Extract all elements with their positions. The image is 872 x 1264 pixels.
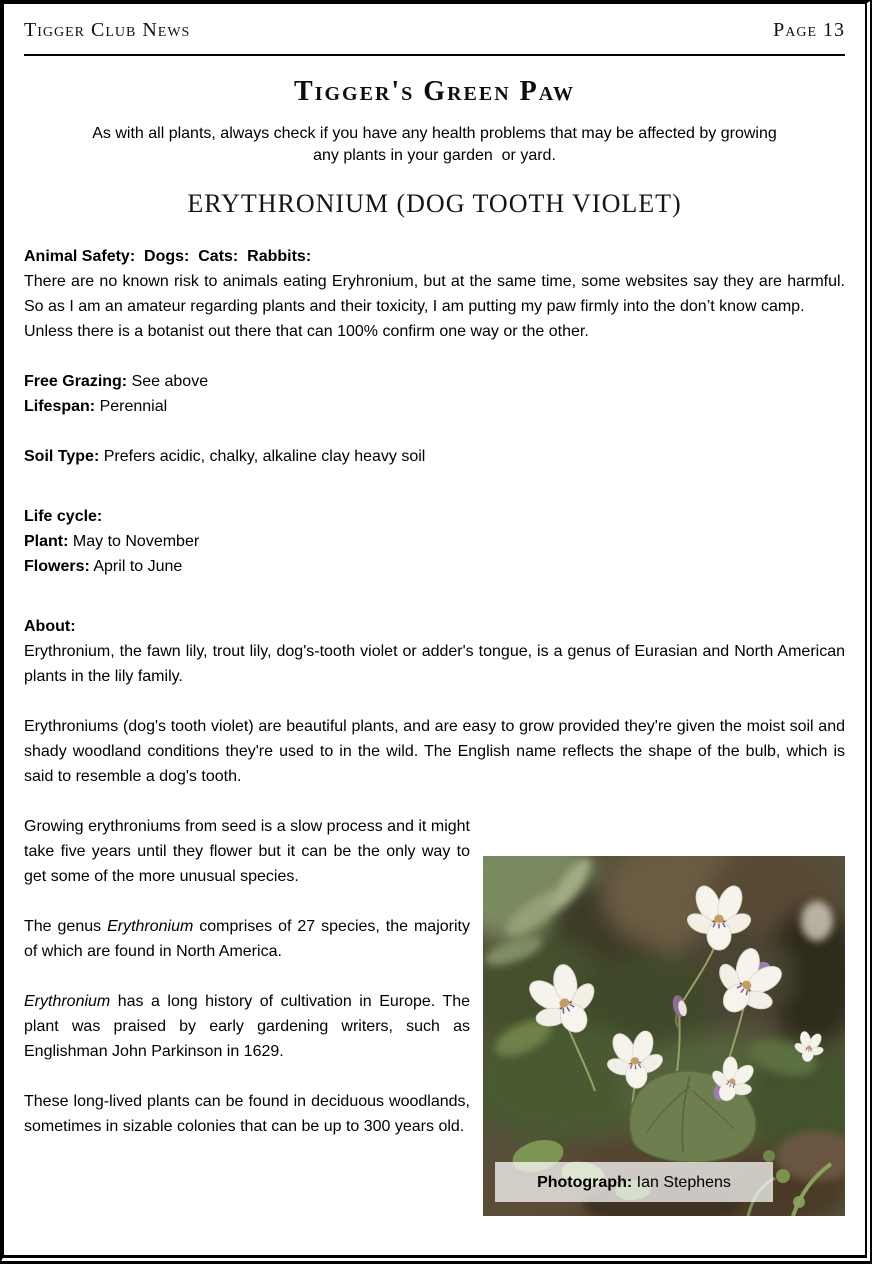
spacer: [24, 889, 470, 914]
newsletter-title: Tigger Club News: [24, 19, 191, 41]
spacer: [24, 789, 470, 814]
free-grazing-label: Free Grazing:: [24, 373, 128, 390]
spacer: [24, 344, 845, 369]
article-body: [24, 244, 845, 1216]
spacer: [24, 469, 845, 504]
about-paragraph-1: Erythronium, the fawn lily, trout lily, dog's-tooth violet or adder's tongue, is a genus of Eurasian and North American plants in the lily family.: [24, 643, 845, 685]
about-paragraph-4: The genus Erythronium comprises of 27 species, the majority of which are found in North America.: [24, 918, 470, 960]
flowers-value: April to June: [93, 558, 183, 575]
about-paragraph-6: These long-lived plants can be found in deciduous woodlands, sometimes in sizable colonies that can be up to 300 years old.: [24, 1093, 470, 1135]
lifespan-label: Lifespan:: [24, 398, 96, 415]
lifespan-line: [24, 394, 845, 419]
soil-type-value: Prefers acidic, chalky, alkaline clay heavy soil: [103, 448, 426, 465]
masthead: [24, 4, 845, 42]
health-disclaimer: [24, 123, 845, 167]
genus-name-italic: Erythronium: [107, 918, 194, 935]
spacer: [24, 579, 845, 614]
plant-label: Plant:: [24, 533, 69, 550]
lifespan-value: Perennial: [99, 398, 168, 415]
plant-line: [24, 529, 845, 554]
plant-heading: ERYTHRONIUM (DOG TOOTH VIOLET): [187, 189, 682, 218]
violet-photo: [483, 856, 845, 1216]
photo-caption: [495, 1162, 773, 1202]
spacer: [24, 689, 845, 714]
animal-safety-heading: [24, 244, 845, 269]
animal-safety-labels: Animal Safety: Dogs: Cats: Rabbits:: [24, 248, 312, 265]
soil-type-line: [24, 444, 845, 469]
animal-safety-paragraph: There are no known risk to animals eating Eryhronium, but at the same time, some websites say they are harmful. So as I am an amateur regarding plants and their toxicity, I am putting my paw firmly into the don’t know camp.: [24, 273, 845, 315]
disclaimer-line-1: As with all plants, always check if you have any health problems that may be affected by growing: [92, 125, 777, 142]
article-title: Tigger's Green Paw: [294, 76, 575, 107]
about-heading: About:: [24, 618, 76, 635]
bottom-section: [24, 789, 845, 1216]
free-grazing-line: [24, 369, 845, 394]
about-paragraph-3: Growing erythroniums from seed is a slow process and it might take five years until they flower but it can be the only way to get some of the more unusual species.: [24, 818, 470, 885]
spacer: [24, 1064, 470, 1089]
soil-type-label: Soil Type:: [24, 448, 100, 465]
photo-caption-label: Photograph:: [537, 1173, 633, 1191]
wrapped-text-column: [24, 789, 470, 1216]
life-cycle-heading: Life cycle:: [24, 508, 103, 525]
flowers-label: Flowers:: [24, 558, 90, 575]
genus-name-italic: Erythronium: [24, 993, 111, 1010]
page-number: Page 13: [773, 19, 845, 41]
disclaimer-line-2: any plants in your garden or yard.: [313, 147, 556, 164]
about-paragraph-2: Erythroniums (dog's tooth violet) are beautiful plants, and are easy to grow provided they're given the moist soil and shady woodland conditions they're used to in the wild. The English name reflects the shape of the bulb, which is said to resemble a dog's tooth.: [24, 718, 845, 785]
photo-caption-credit: Ian Stephens: [636, 1173, 731, 1191]
about-paragraph-5: Erythronium has a long history of cultivation in Europe. The plant was praised by early gardening writers, such as Englishman John Parkinson in 1629.: [24, 993, 470, 1060]
plant-value: May to November: [72, 533, 200, 550]
flowers-line: [24, 554, 845, 579]
photo-frame: [483, 856, 845, 1216]
masthead-divider: [24, 54, 845, 56]
spacer: [24, 964, 470, 989]
animal-safety-note: Unless there is a botanist out there that can 100% confirm one way or the other.: [24, 323, 589, 340]
free-grazing-value: See above: [131, 373, 209, 390]
spacer: [24, 419, 845, 444]
